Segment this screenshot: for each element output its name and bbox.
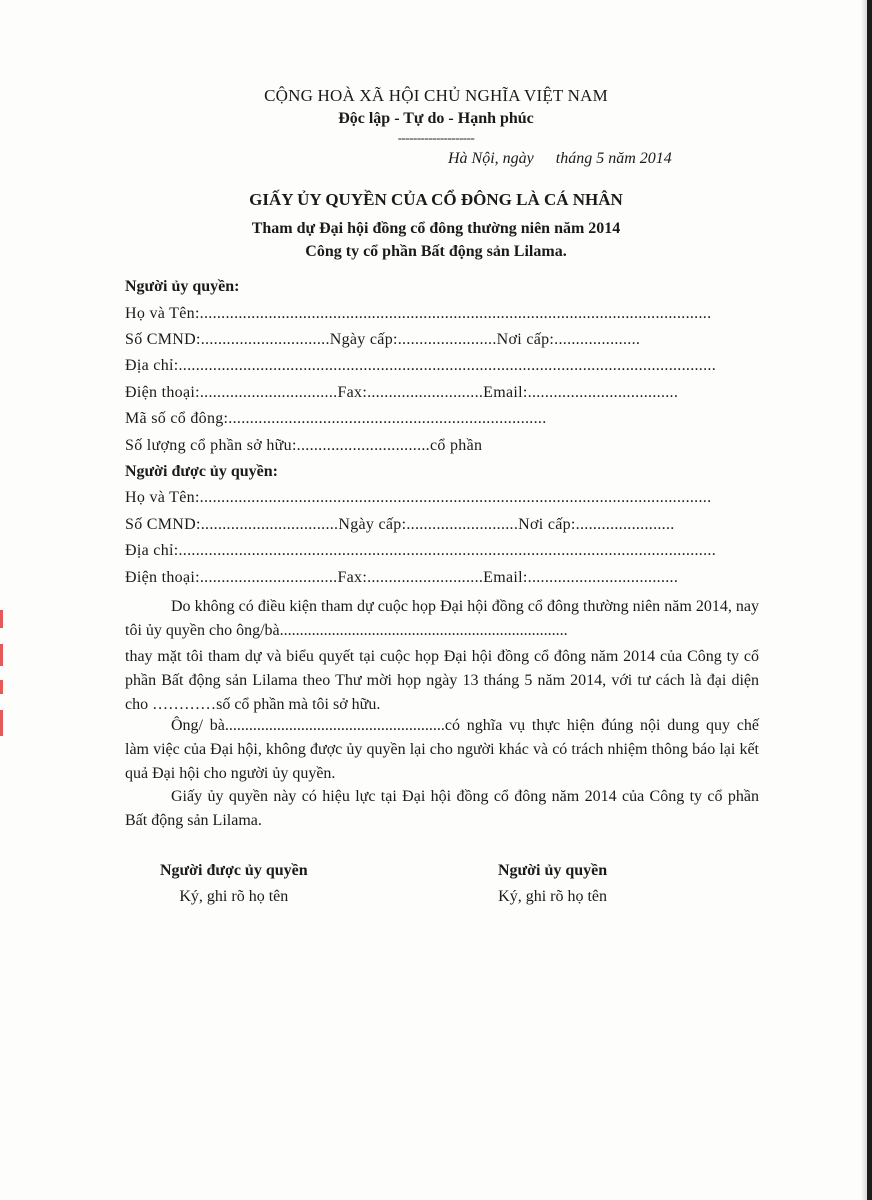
date-line [448,150,672,168]
grantee-id-field[interactable]: Số CMND:................................Ngày cấp:..........................Nơi cấp:....................... [125,516,675,533]
signature-grantee-title: Người được ủy quyền [160,862,308,879]
country-name: CỘNG HOÀ XÃ HỘI CHỦ NGHĨA VIỆT NAM [264,86,608,105]
header-rule: -------------------- [397,130,475,145]
signature-grantor [498,862,607,906]
grantor-shares-field[interactable]: Số lượng cổ phần sở hữu:...............................cổ phần [125,437,483,454]
document-subtitle-2: Công ty cổ phần Bất động sản Lilama. [305,243,567,260]
signature-grantee [160,862,308,906]
paragraph-authorization-intro: Do không có điều kiện tham dự cuộc họp Đại hội đồng cổ đông thường niên năm 2014, nay tôi ủy quyền cho ông/bà........................................................................ [125,598,759,639]
grantee-heading: Người được ủy quyền: [125,463,278,480]
date-rest: tháng 5 năm 2014 [555,150,672,167]
document-subtitle-1: Tham dự Đại hội đồng cổ đông thường niên năm 2014 [251,220,621,237]
grantor-address-field[interactable]: Địa chỉ:............................................................................................................................. [125,357,716,374]
grantor-name-field[interactable]: Họ và Tên:....................................................................................................................... [125,305,712,322]
grantor-heading: Người ủy quyền: [125,278,240,295]
red-stamp-bleed [0,610,4,750]
grantee-address-field[interactable]: Địa chỉ:............................................................................................................................. [125,542,716,559]
signature-grantee-hint: Ký, ghi rõ họ tên [179,888,289,905]
paragraph-obligations: Ông/ bà.......................................................có nghĩa vụ thực hiện đúng nội dung quy chế làm việc của Đại hội, không được ủy quyền lại cho người khác và có trách nhiệm thông báo lại kết quả Đại hội cho người ủy quyền. [125,717,759,782]
signature-grantor-title: Người ủy quyền [498,862,608,879]
grantor-phone-field[interactable]: Điện thoại:................................Fax:...........................Email:................................... [125,384,679,401]
grantor-shareholder-code-field[interactable]: Mã số cổ đông:.......................................................................... [125,410,547,427]
date-place: Hà Nội, ngày [448,150,534,167]
document-title: GIẤY ỦY QUYỀN CỦA CỔ ĐÔNG LÀ CÁ NHÂN [249,190,623,209]
grantee-name-field[interactable]: Họ và Tên:....................................................................................................................... [125,489,712,506]
grantee-phone-field[interactable]: Điện thoại:................................Fax:...........................Email:................................... [125,569,679,586]
signature-grantor-hint: Ký, ghi rõ họ tên [498,888,608,905]
paragraph-authorization-scope: thay mặt tôi tham dự và biểu quyết tại cuộc họp Đại hội đồng cổ đông năm 2014 của Công ty cổ phần Bất động sản Lilama theo Thư mời họp ngày 13 tháng 5 năm 2014, với tư cách là đại diện cho …………số cổ phần mà tôi sở hữu. [125,648,759,713]
scan-edge [867,0,872,1200]
national-motto: Độc lập - Tự do - Hạnh phúc [338,110,534,127]
grantor-id-field[interactable]: Số CMND:..............................Ngày cấp:.......................Nơi cấp:.................... [125,331,641,348]
paragraph-validity: Giấy ủy quyền này có hiệu lực tại Đại hội đồng cổ đông năm 2014 của Công ty cổ phần Bất động sản Lilama. [125,788,759,829]
